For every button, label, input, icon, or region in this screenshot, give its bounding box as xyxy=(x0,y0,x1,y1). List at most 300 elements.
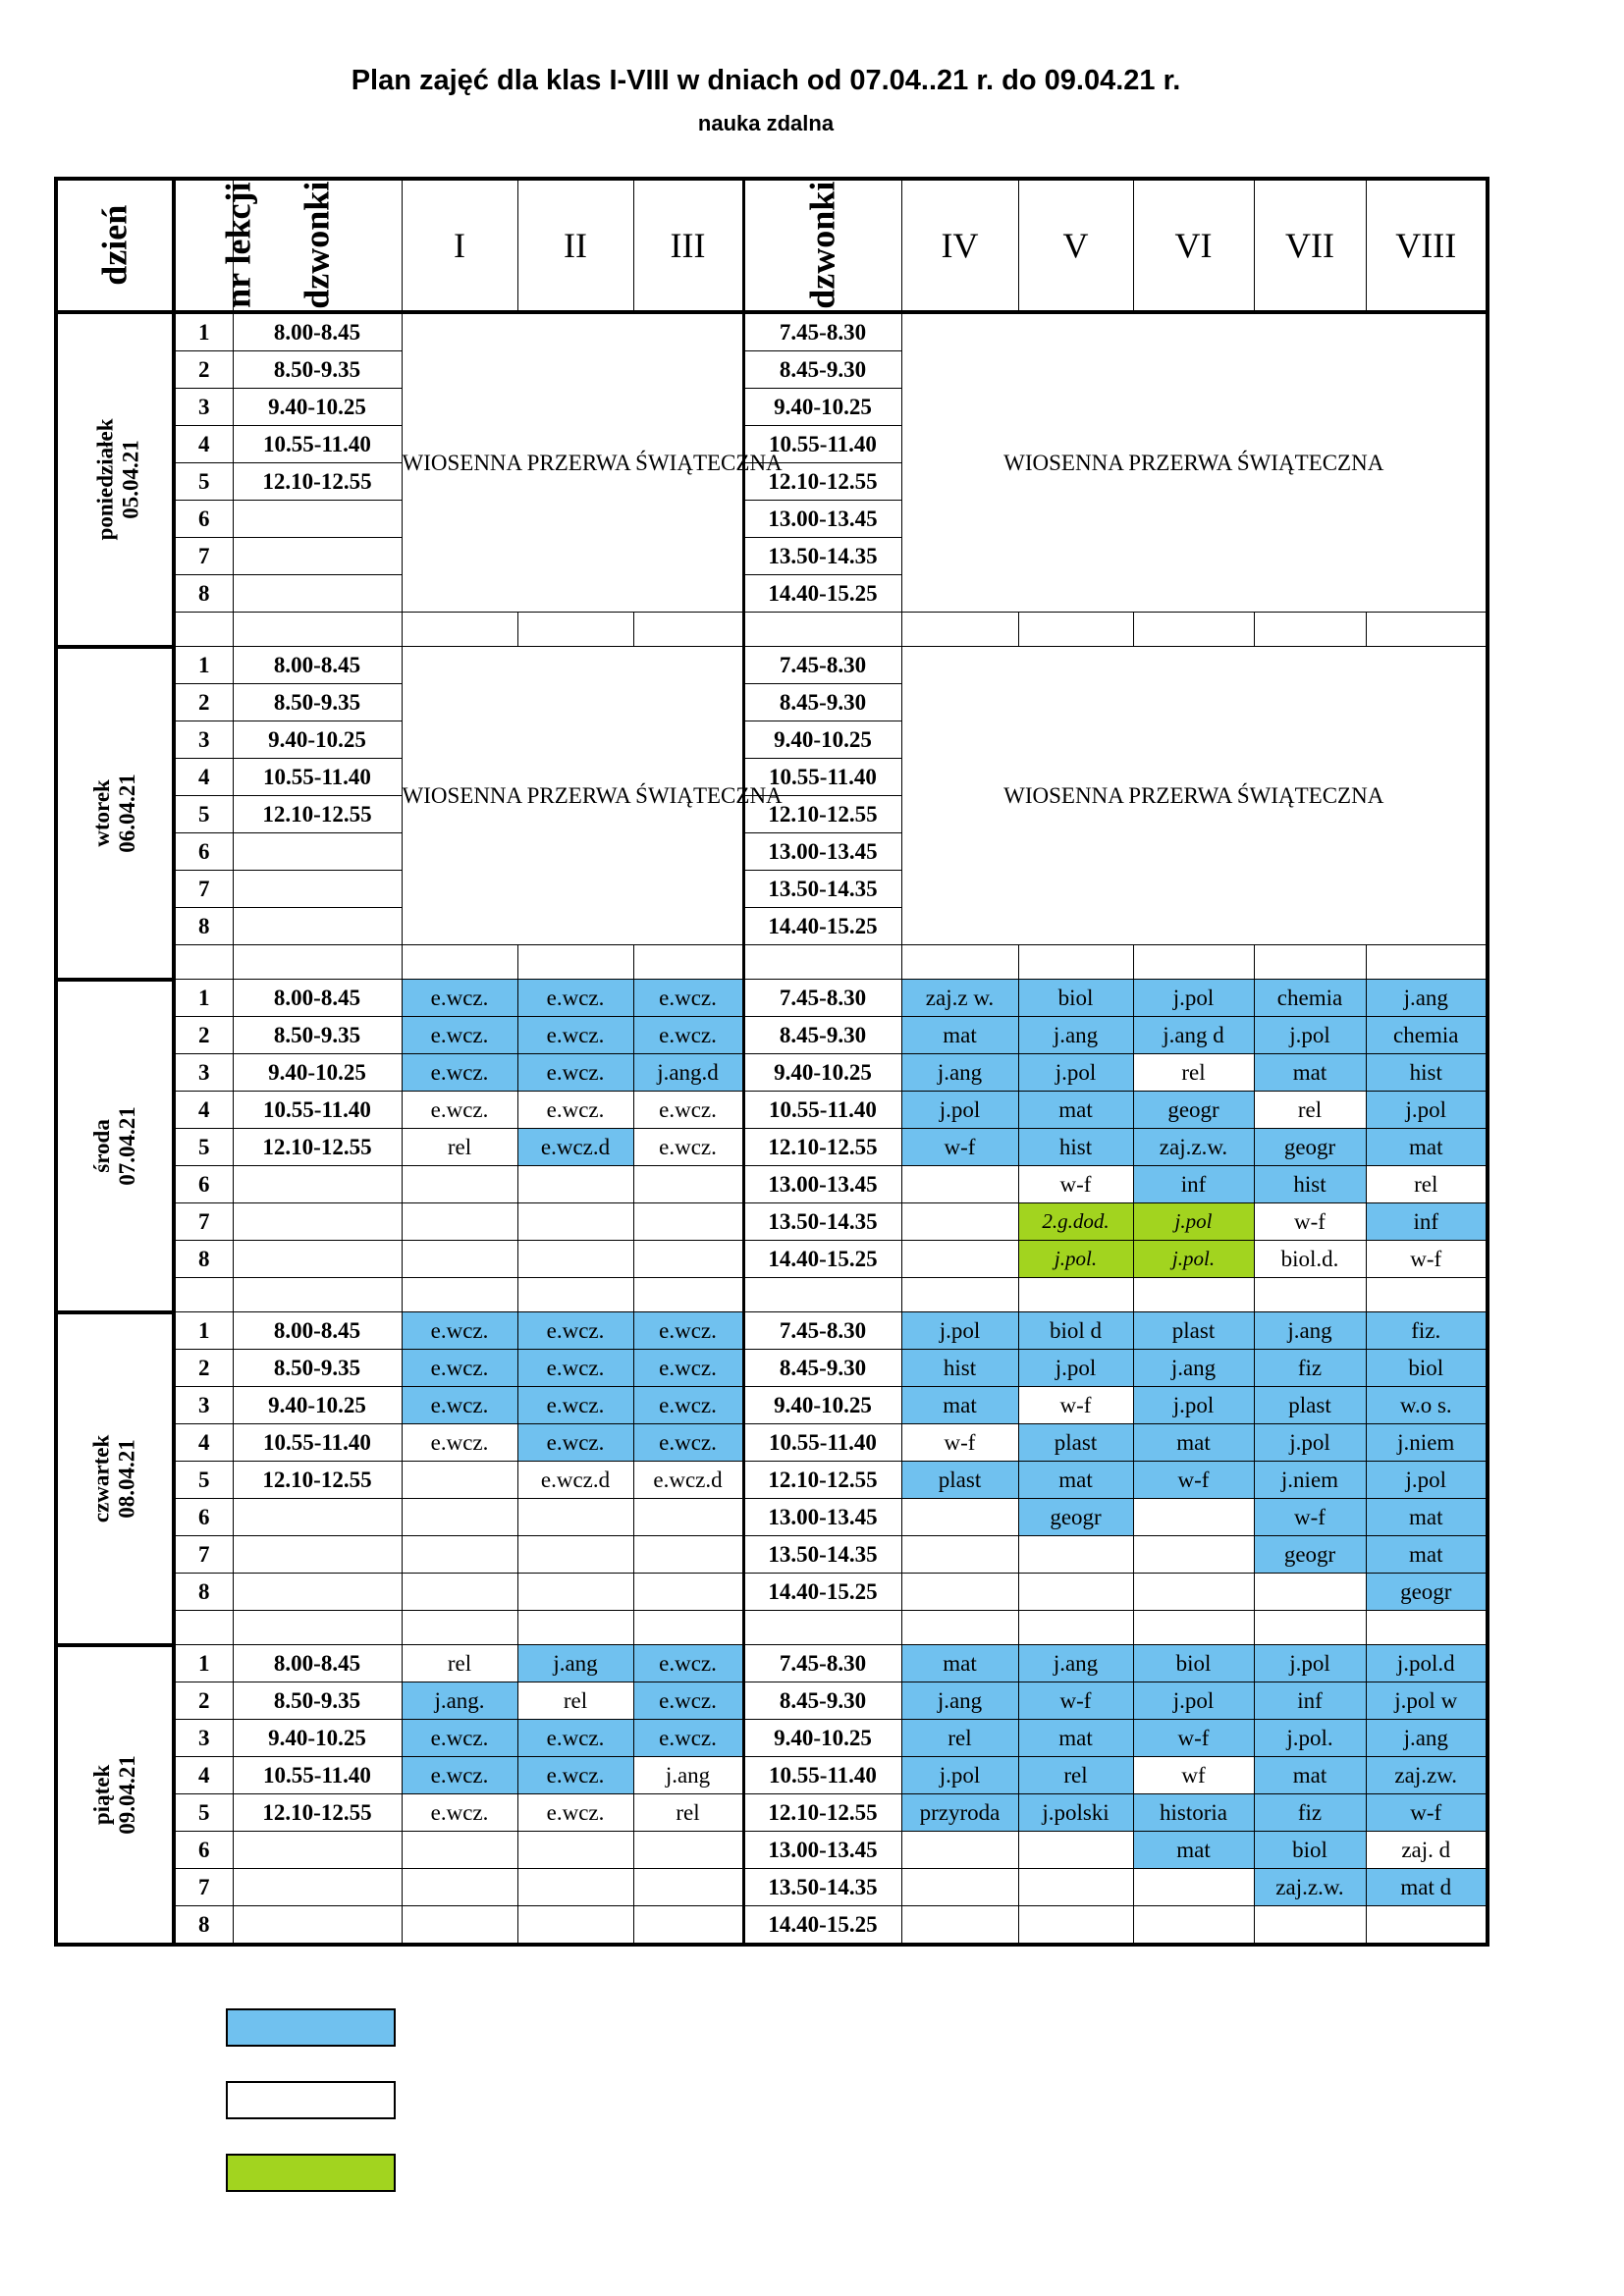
day-date: 09.04.21 xyxy=(115,1755,139,1835)
bell-time: 13.50-14.35 xyxy=(743,871,901,908)
lesson-number: 5 xyxy=(174,1129,233,1166)
lesson-row xyxy=(56,1092,1488,1129)
lesson-cell xyxy=(901,1241,1018,1278)
bell-time: 9.40-10.25 xyxy=(233,389,402,426)
lesson-cell: e.wcz. xyxy=(633,1720,743,1757)
lesson-row xyxy=(56,1832,1488,1869)
lesson-cell: j.pol w xyxy=(1366,1682,1488,1720)
bell-time: 13.00-13.45 xyxy=(743,833,901,871)
legend-swatch-extra xyxy=(226,2154,396,2192)
lesson-cell: j.pol. xyxy=(1133,1241,1254,1278)
lesson-number: 1 xyxy=(174,312,233,351)
lesson-cell: j.ang xyxy=(1254,1312,1366,1350)
bell-time: 10.55-11.40 xyxy=(743,1092,901,1129)
bell-time: 10.55-11.40 xyxy=(743,1424,901,1462)
header-class-VI: VI xyxy=(1133,179,1254,312)
empty-cell xyxy=(1018,945,1133,980)
lesson-cell: j.ang xyxy=(1018,1645,1133,1682)
bell-time: 7.45-8.30 xyxy=(743,1645,901,1682)
bell-time: 7.45-8.30 xyxy=(743,312,901,351)
lesson-cell: j.pol xyxy=(1254,1645,1366,1682)
lesson-cell xyxy=(1133,1574,1254,1611)
lesson-cell: e.wcz. xyxy=(633,1682,743,1720)
lesson-cell: wf xyxy=(1133,1757,1254,1794)
lesson-number: 2 xyxy=(174,1682,233,1720)
lesson-row xyxy=(56,1682,1488,1720)
lesson-cell: fiz xyxy=(1254,1794,1366,1832)
lesson-cell: j.ang xyxy=(517,1645,633,1682)
lesson-cell: j.pol xyxy=(901,1757,1018,1794)
lesson-cell: e.wcz. xyxy=(517,1424,633,1462)
lesson-cell: e.wcz. xyxy=(517,1387,633,1424)
bell-time: 13.00-13.45 xyxy=(743,501,901,538)
lesson-row xyxy=(56,1424,1488,1462)
lesson-cell: inf xyxy=(1254,1682,1366,1720)
bell-time: 8.00-8.45 xyxy=(233,1312,402,1350)
lesson-cell: e.wcz. xyxy=(402,1350,517,1387)
bell-time: 13.00-13.45 xyxy=(743,1499,901,1536)
bell-time: 12.10-12.55 xyxy=(233,1129,402,1166)
lesson-cell: j.pol xyxy=(1133,1387,1254,1424)
bell-time: 12.10-12.55 xyxy=(233,796,402,833)
lesson-row xyxy=(56,980,1488,1017)
lesson-row xyxy=(56,1574,1488,1611)
break-notice: WIOSENNA PRZERWA ŚWIĄTECZNA xyxy=(901,647,1488,945)
lesson-number: 7 xyxy=(174,871,233,908)
empty-cell xyxy=(233,1611,402,1645)
lesson-cell: j.ang d xyxy=(1133,1017,1254,1054)
lesson-cell: j.pol xyxy=(1254,1017,1366,1054)
empty-cell xyxy=(1366,613,1488,647)
lesson-cell: j.ang xyxy=(1366,980,1488,1017)
lesson-cell xyxy=(633,1166,743,1203)
lesson-cell: geogr xyxy=(1366,1574,1488,1611)
lesson-number: 5 xyxy=(174,796,233,833)
empty-cell xyxy=(174,945,233,980)
lesson-number: 7 xyxy=(174,1536,233,1574)
header-day: dzień xyxy=(56,179,174,312)
day-label xyxy=(56,1645,174,1946)
lesson-cell xyxy=(1018,1574,1133,1611)
bell-time xyxy=(233,1499,402,1536)
lesson-cell: inf xyxy=(1133,1166,1254,1203)
break-notice: WIOSENNA PRZERWA ŚWIĄTECZNA xyxy=(402,312,743,613)
lesson-cell: mat xyxy=(1254,1757,1366,1794)
lesson-row xyxy=(56,1129,1488,1166)
lesson-cell: j.ang. xyxy=(402,1682,517,1720)
lesson-cell: e.wcz. xyxy=(402,1054,517,1092)
empty-cell xyxy=(1018,1611,1133,1645)
lesson-cell: inf xyxy=(1366,1203,1488,1241)
bell-time: 14.40-15.25 xyxy=(743,1906,901,1946)
lesson-number: 3 xyxy=(174,1054,233,1092)
lesson-cell: j.pol xyxy=(1133,1203,1254,1241)
empty-cell xyxy=(402,945,517,980)
bell-time: 13.50-14.35 xyxy=(743,538,901,575)
bell-time: 12.10-12.55 xyxy=(743,1462,901,1499)
lesson-cell xyxy=(1133,1536,1254,1574)
lesson-cell: mat xyxy=(901,1645,1018,1682)
page-title: Plan zajęć dla klas I-VIII w dniach od 07.04..21 r. do 09.04.21 r. xyxy=(351,65,1181,96)
lesson-cell: j.ang.d xyxy=(633,1054,743,1092)
lesson-cell: e.wcz.d xyxy=(517,1462,633,1499)
spacer-row xyxy=(56,1278,1488,1312)
lesson-cell: j.ang xyxy=(1133,1350,1254,1387)
lesson-cell xyxy=(1133,1499,1254,1536)
lesson-cell: hist xyxy=(1018,1129,1133,1166)
lesson-cell xyxy=(517,1906,633,1946)
lesson-cell: e.wcz.d xyxy=(633,1462,743,1499)
lesson-number: 3 xyxy=(174,721,233,759)
bell-time: 7.45-8.30 xyxy=(743,647,901,684)
lesson-cell: zaj.z.w. xyxy=(1254,1869,1366,1906)
bell-time: 13.00-13.45 xyxy=(743,1832,901,1869)
lesson-cell: w-f xyxy=(1018,1682,1133,1720)
header-class-I: I xyxy=(402,179,517,312)
bell-time: 12.10-12.55 xyxy=(743,796,901,833)
bell-time: 14.40-15.25 xyxy=(743,1574,901,1611)
header-class-VII: VII xyxy=(1254,179,1366,312)
lesson-cell: mat xyxy=(1018,1462,1133,1499)
lesson-cell xyxy=(517,1241,633,1278)
empty-cell xyxy=(517,613,633,647)
lesson-cell: geogr xyxy=(1018,1499,1133,1536)
lesson-cell: mat xyxy=(1133,1832,1254,1869)
lesson-cell: j.pol xyxy=(901,1092,1018,1129)
bell-time: 8.50-9.35 xyxy=(233,351,402,389)
empty-cell xyxy=(174,1278,233,1312)
lesson-cell: e.wcz. xyxy=(517,1017,633,1054)
lesson-cell xyxy=(1018,1536,1133,1574)
lesson-cell: j.pol xyxy=(901,1312,1018,1350)
day-date: 07.04.21 xyxy=(115,1105,139,1186)
lesson-number: 7 xyxy=(174,538,233,575)
page-subtitle: nauka zdalna xyxy=(697,111,835,135)
lesson-cell: w-f xyxy=(1133,1720,1254,1757)
lesson-cell: biol xyxy=(1366,1350,1488,1387)
bell-time xyxy=(233,1869,402,1906)
lesson-cell: chemia xyxy=(1366,1017,1488,1054)
lesson-row xyxy=(56,647,1488,684)
header-class-II: II xyxy=(517,179,633,312)
bell-time: 13.00-13.45 xyxy=(743,1166,901,1203)
bell-time: 9.40-10.25 xyxy=(743,1387,901,1424)
bell-time xyxy=(233,538,402,575)
break-notice: WIOSENNA PRZERWA ŚWIĄTECZNA xyxy=(901,312,1488,613)
lesson-cell xyxy=(517,1832,633,1869)
bell-time xyxy=(233,1906,402,1946)
lesson-cell: mat xyxy=(1018,1720,1133,1757)
lesson-row xyxy=(56,1536,1488,1574)
spacer-row xyxy=(56,1611,1488,1645)
bell-time: 7.45-8.30 xyxy=(743,1312,901,1350)
lesson-cell: e.wcz. xyxy=(633,980,743,1017)
lesson-number: 3 xyxy=(174,1720,233,1757)
lesson-cell: e.wcz. xyxy=(633,1645,743,1682)
empty-cell xyxy=(517,1611,633,1645)
lesson-cell: geogr xyxy=(1254,1536,1366,1574)
lesson-cell xyxy=(901,1906,1018,1946)
lesson-cell: j.pol xyxy=(1133,980,1254,1017)
lesson-cell: j.pol. xyxy=(1018,1241,1133,1278)
empty-cell xyxy=(402,1278,517,1312)
empty-cell xyxy=(633,1278,743,1312)
bell-time: 12.10-12.55 xyxy=(233,1462,402,1499)
lesson-cell: e.wcz. xyxy=(633,1350,743,1387)
lesson-cell: w-f xyxy=(901,1129,1018,1166)
lesson-cell xyxy=(633,1574,743,1611)
day-date: 06.04.21 xyxy=(115,773,139,853)
lesson-cell: rel xyxy=(402,1129,517,1166)
lesson-row xyxy=(56,1869,1488,1906)
lesson-cell: geogr xyxy=(1133,1092,1254,1129)
empty-cell xyxy=(1133,945,1254,980)
lesson-row xyxy=(56,1241,1488,1278)
lesson-cell: zaj. d xyxy=(1366,1832,1488,1869)
empty-cell xyxy=(901,613,1018,647)
lesson-number: 5 xyxy=(174,463,233,501)
lesson-cell: geogr xyxy=(1254,1129,1366,1166)
lesson-cell xyxy=(1018,1869,1133,1906)
lesson-cell: w-f xyxy=(1018,1387,1133,1424)
lesson-cell xyxy=(402,1499,517,1536)
empty-cell xyxy=(633,945,743,980)
lesson-cell xyxy=(517,1203,633,1241)
lesson-cell: zaj.z.w. xyxy=(1133,1129,1254,1166)
lesson-number: 4 xyxy=(174,426,233,463)
lesson-cell xyxy=(517,1574,633,1611)
bell-time: 8.45-9.30 xyxy=(743,1682,901,1720)
lesson-cell: w-f xyxy=(1366,1794,1488,1832)
lesson-cell: e.wcz. xyxy=(402,1387,517,1424)
lesson-cell: j.ang xyxy=(1018,1017,1133,1054)
lesson-number: 6 xyxy=(174,1166,233,1203)
lesson-row xyxy=(56,1203,1488,1241)
lesson-cell: biol.d. xyxy=(1254,1241,1366,1278)
bell-time xyxy=(233,833,402,871)
bell-time: 9.40-10.25 xyxy=(743,721,901,759)
header-class-V: V xyxy=(1018,179,1133,312)
lesson-cell: mat d xyxy=(1366,1869,1488,1906)
lesson-row xyxy=(56,1166,1488,1203)
lesson-cell: j.pol xyxy=(1018,1350,1133,1387)
lesson-cell: j.pol xyxy=(1366,1092,1488,1129)
lesson-cell: e.wcz. xyxy=(633,1312,743,1350)
lesson-cell: e.wcz. xyxy=(633,1387,743,1424)
lesson-cell: zaj.zw. xyxy=(1366,1757,1488,1794)
lesson-cell xyxy=(402,1574,517,1611)
lesson-row xyxy=(56,1387,1488,1424)
lesson-row xyxy=(56,1757,1488,1794)
header-class-III: III xyxy=(633,179,743,312)
lesson-cell: hist xyxy=(1254,1166,1366,1203)
lesson-number: 2 xyxy=(174,684,233,721)
empty-cell xyxy=(402,1611,517,1645)
lesson-cell xyxy=(402,1203,517,1241)
lesson-number: 4 xyxy=(174,1092,233,1129)
lesson-row xyxy=(56,1054,1488,1092)
lesson-cell: mat xyxy=(1366,1129,1488,1166)
bell-time: 13.50-14.35 xyxy=(743,1536,901,1574)
lesson-cell: mat xyxy=(1366,1536,1488,1574)
lesson-cell: mat xyxy=(1254,1054,1366,1092)
bell-time: 12.10-12.55 xyxy=(743,463,901,501)
lesson-cell: j.niem xyxy=(1254,1462,1366,1499)
lesson-cell xyxy=(901,1203,1018,1241)
lesson-cell xyxy=(517,1499,633,1536)
lesson-cell: przyroda xyxy=(901,1794,1018,1832)
empty-cell xyxy=(517,945,633,980)
day-label xyxy=(56,980,174,1312)
empty-cell xyxy=(233,1278,402,1312)
lesson-cell xyxy=(402,1462,517,1499)
empty-cell xyxy=(901,1278,1018,1312)
lesson-number: 2 xyxy=(174,351,233,389)
lesson-cell: plast xyxy=(1254,1387,1366,1424)
bell-time: 9.40-10.25 xyxy=(233,1054,402,1092)
lesson-cell xyxy=(402,1869,517,1906)
lesson-cell: chemia xyxy=(1254,980,1366,1017)
lesson-cell: e.wcz. xyxy=(517,1757,633,1794)
day-name: poniedziałek xyxy=(92,418,118,541)
day-name: środa xyxy=(88,1118,114,1173)
lesson-cell: e.wcz. xyxy=(402,1424,517,1462)
lesson-cell: w-f xyxy=(901,1424,1018,1462)
lesson-cell: fiz xyxy=(1254,1350,1366,1387)
lesson-cell: e.wcz.d xyxy=(517,1129,633,1166)
empty-cell xyxy=(174,613,233,647)
bell-time xyxy=(233,1832,402,1869)
bell-time xyxy=(233,908,402,945)
empty-cell xyxy=(743,613,901,647)
bell-time: 8.00-8.45 xyxy=(233,312,402,351)
lesson-cell: e.wcz. xyxy=(402,980,517,1017)
lesson-cell: e.wcz. xyxy=(402,1312,517,1350)
lesson-cell xyxy=(1254,1574,1366,1611)
lesson-cell: biol xyxy=(1254,1832,1366,1869)
lesson-number: 1 xyxy=(174,1312,233,1350)
lesson-cell: fiz. xyxy=(1366,1312,1488,1350)
lesson-cell xyxy=(402,1241,517,1278)
lesson-number: 4 xyxy=(174,1757,233,1794)
lesson-cell: e.wcz. xyxy=(517,1092,633,1129)
empty-cell xyxy=(1133,613,1254,647)
lesson-cell: e.wcz. xyxy=(633,1017,743,1054)
empty-cell xyxy=(174,1611,233,1645)
empty-cell xyxy=(402,613,517,647)
bell-time: 12.10-12.55 xyxy=(743,1794,901,1832)
bell-time: 14.40-15.25 xyxy=(743,908,901,945)
lesson-cell: e.wcz. xyxy=(517,1720,633,1757)
lesson-cell xyxy=(1133,1869,1254,1906)
lesson-cell xyxy=(517,1166,633,1203)
empty-cell xyxy=(233,613,402,647)
bell-time: 10.55-11.40 xyxy=(743,1757,901,1794)
bell-time: 9.40-10.25 xyxy=(233,1387,402,1424)
bell-time xyxy=(233,1166,402,1203)
lesson-cell: rel xyxy=(901,1720,1018,1757)
empty-cell xyxy=(1133,1611,1254,1645)
lesson-number: 2 xyxy=(174,1017,233,1054)
lesson-cell: j.pol xyxy=(1018,1054,1133,1092)
lesson-cell: j.pol xyxy=(1133,1682,1254,1720)
lesson-cell: hist xyxy=(901,1350,1018,1387)
lesson-row xyxy=(56,1017,1488,1054)
lesson-row xyxy=(56,1720,1488,1757)
lesson-cell: rel xyxy=(517,1682,633,1720)
lesson-cell: e.wcz. xyxy=(402,1017,517,1054)
bell-time: 8.00-8.45 xyxy=(233,980,402,1017)
lesson-cell xyxy=(402,1906,517,1946)
lesson-number: 7 xyxy=(174,1869,233,1906)
lesson-cell: rel xyxy=(1254,1092,1366,1129)
bell-time: 8.45-9.30 xyxy=(743,1350,901,1387)
day-name: piątek xyxy=(88,1764,114,1825)
bell-time: 10.55-11.40 xyxy=(233,759,402,796)
lesson-cell: e.wcz. xyxy=(633,1092,743,1129)
lesson-cell: mat xyxy=(1018,1092,1133,1129)
lesson-row xyxy=(56,1462,1488,1499)
lesson-number: 5 xyxy=(174,1462,233,1499)
break-notice: WIOSENNA PRZERWA ŚWIĄTECZNA xyxy=(402,647,743,945)
bell-time: 10.55-11.40 xyxy=(233,1424,402,1462)
day-name: czwartek xyxy=(88,1434,114,1522)
lesson-cell: w-f xyxy=(1018,1166,1133,1203)
lesson-cell: rel xyxy=(1133,1054,1254,1092)
lesson-cell: plast xyxy=(1133,1312,1254,1350)
bell-time: 8.50-9.35 xyxy=(233,1682,402,1720)
lesson-cell: e.wcz. xyxy=(517,1054,633,1092)
bell-time xyxy=(233,1203,402,1241)
bell-time: 8.45-9.30 xyxy=(743,684,901,721)
lesson-cell xyxy=(901,1499,1018,1536)
bell-time: 9.40-10.25 xyxy=(233,721,402,759)
bell-time: 10.55-11.40 xyxy=(233,1092,402,1129)
bell-time: 10.55-11.40 xyxy=(743,759,901,796)
lesson-cell xyxy=(633,1536,743,1574)
bell-time: 8.50-9.35 xyxy=(233,1350,402,1387)
bell-time xyxy=(233,575,402,613)
lesson-cell xyxy=(633,1869,743,1906)
lesson-number: 6 xyxy=(174,833,233,871)
lesson-cell: w-f xyxy=(1366,1241,1488,1278)
lesson-cell xyxy=(1018,1906,1133,1946)
lesson-cell: e.wcz. xyxy=(633,1129,743,1166)
day-label xyxy=(56,647,174,980)
lesson-cell xyxy=(901,1832,1018,1869)
lesson-number: 2 xyxy=(174,1350,233,1387)
bell-time: 10.55-11.40 xyxy=(233,1757,402,1794)
legend-swatch-online xyxy=(226,2008,396,2047)
empty-cell xyxy=(1254,1278,1366,1312)
lesson-number: 8 xyxy=(174,575,233,613)
bell-time: 12.10-12.55 xyxy=(233,463,402,501)
schedule-table xyxy=(54,177,1489,1947)
lesson-cell: j.pol. xyxy=(1254,1720,1366,1757)
bell-time xyxy=(233,501,402,538)
legend-swatch-none xyxy=(226,2081,396,2119)
lesson-row xyxy=(56,1312,1488,1350)
lesson-cell: rel xyxy=(402,1645,517,1682)
lesson-cell: e.wcz. xyxy=(517,980,633,1017)
lesson-cell: j.polski xyxy=(1018,1794,1133,1832)
bell-time: 9.40-10.25 xyxy=(233,1720,402,1757)
lesson-cell: e.wcz. xyxy=(517,1794,633,1832)
lesson-cell xyxy=(517,1869,633,1906)
day-label xyxy=(56,1312,174,1645)
lesson-number: 4 xyxy=(174,759,233,796)
lesson-row xyxy=(56,1645,1488,1682)
